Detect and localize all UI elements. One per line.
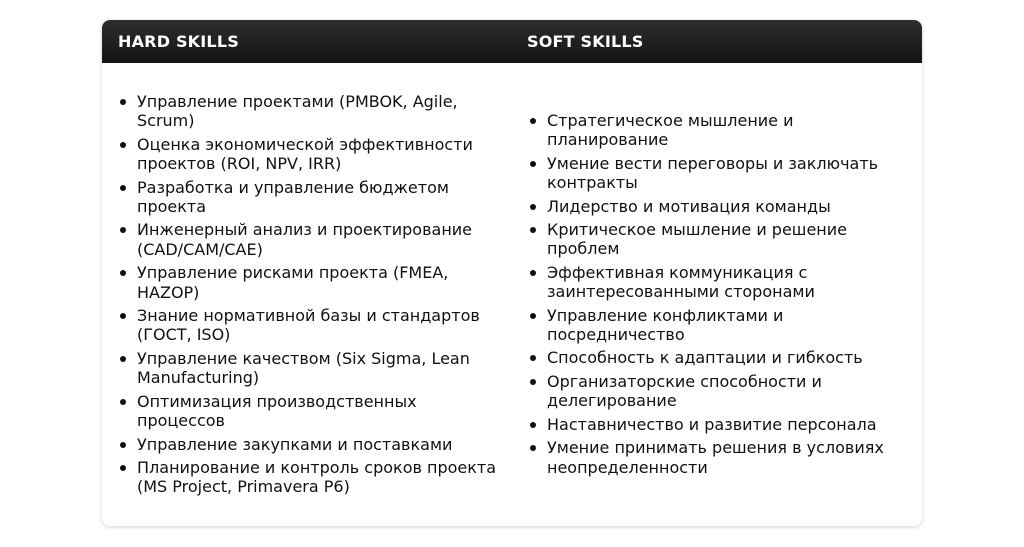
list-item: Способность к адаптации и гибкость [530,348,915,367]
list-item: Стратегическое мышление и планирование [530,111,915,150]
hard-skills-list [120,92,505,501]
list-item: Управление качеством (Six Sigma, Lean Manufacturing) [120,349,505,388]
list-item: Организаторские способности и делегирование [530,372,915,411]
list-item: Критическое мышление и решение проблем [530,220,915,259]
list-item: Наставничество и развитие персонала [530,415,915,434]
list-item: Умение вести переговоры и заключать контракты [530,154,915,193]
hard-skills-heading: HARD SKILLS [118,32,239,51]
list-item: Управление рисками проекта (FMEA, HAZOP) [120,263,505,302]
list-item: Управление закупками и поставками [120,435,505,454]
skills-table [102,20,922,526]
list-item: Управление проектами (PMBOK, Agile, Scrum) [120,92,505,131]
list-item: Инженерный анализ и проектирование (CAD/CAM/CAE) [120,220,505,259]
table-header [102,20,922,63]
list-item: Знание нормативной базы и стандартов (ГОСТ, ISO) [120,306,505,345]
soft-skills-list [530,111,915,481]
list-item: Управление конфликтами и посредничество [530,306,915,345]
list-item: Лидерство и мотивация команды [530,197,915,216]
list-item: Разработка и управление бюджетом проекта [120,178,505,217]
list-item: Планирование и контроль сроков проекта (MS Project, Primavera P6) [120,458,505,497]
list-item: Оптимизация производственных процессов [120,392,505,431]
soft-skills-heading: SOFT SKILLS [527,32,644,51]
list-item: Эффективная коммуникация с заинтересованными сторонами [530,263,915,302]
list-item: Оценка экономической эффективности проектов (ROI, NPV, IRR) [120,135,505,174]
list-item: Умение принимать решения в условиях неопределенности [530,438,915,477]
